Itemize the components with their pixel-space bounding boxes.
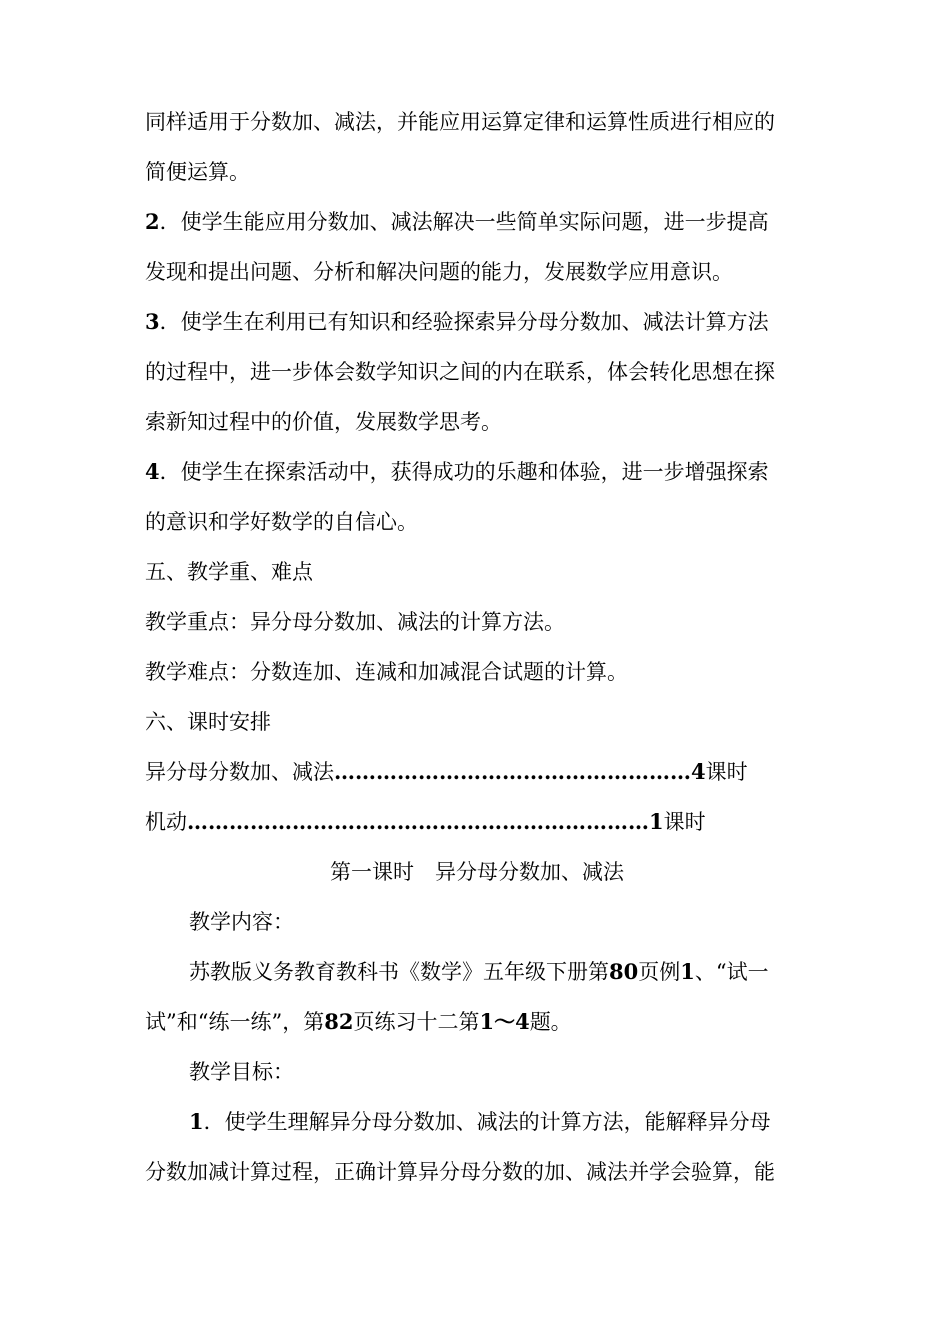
- difficult-point: 教学难点：分数连加、连减和加减混合试题的计算。: [145, 660, 628, 684]
- objective-2: 2．使学生能应用分数加、减法解决一些简单实际问题，进一步提高: [145, 209, 769, 234]
- text-line: 的意识和学好数学的自信心。: [145, 510, 418, 534]
- objective-4: 4．使学生在探索活动中，获得成功的乐趣和体验，进一步增强探索: [145, 459, 769, 484]
- section-heading-6: 六、课时安排: [145, 710, 271, 734]
- section-heading-5: 五、教学重、难点: [145, 560, 313, 584]
- text-line: 同样适用于分数加、减法，并能应用运算定律和运算性质进行相应的: [145, 110, 775, 134]
- text-line: 简便运算。: [145, 160, 250, 184]
- text-line: 索新知过程中的价值，发展数学思考。: [145, 410, 502, 434]
- schedule-row: 异分母分数加、减法……………………………………………4课时: [145, 759, 748, 784]
- content-line: 苏教版义务教育教科书《数学》五年级下册第80页例1、“试一: [189, 959, 769, 984]
- goals-heading: 教学目标：: [189, 1060, 294, 1084]
- text-line: 的过程中，进一步体会数学知识之间的内在联系，体会转化思想在探: [145, 360, 775, 384]
- schedule-row: 机动…………………………………………………………1课时: [145, 809, 706, 834]
- objective-3: 3．使学生在利用已有知识和经验探索异分母分数加、减法计算方法: [145, 309, 769, 334]
- text-line: 分数加减计算过程，正确计算异分母分数的加、减法并学会验算，能: [145, 1160, 775, 1184]
- content-line: 试”和“练一练”，第82页练习十二第1～4题。: [145, 1009, 572, 1034]
- goal-1: 1．使学生理解异分母分数加、减法的计算方法，能解释异分母: [189, 1109, 771, 1134]
- content-heading: 教学内容：: [189, 910, 294, 934]
- text-line: 发现和提出问题、分析和解决问题的能力，发展数学应用意识。: [145, 260, 733, 284]
- key-point: 教学重点：异分母分数加、减法的计算方法。: [145, 610, 565, 634]
- lesson-title: 第一课时 异分母分数加、减法: [330, 860, 624, 884]
